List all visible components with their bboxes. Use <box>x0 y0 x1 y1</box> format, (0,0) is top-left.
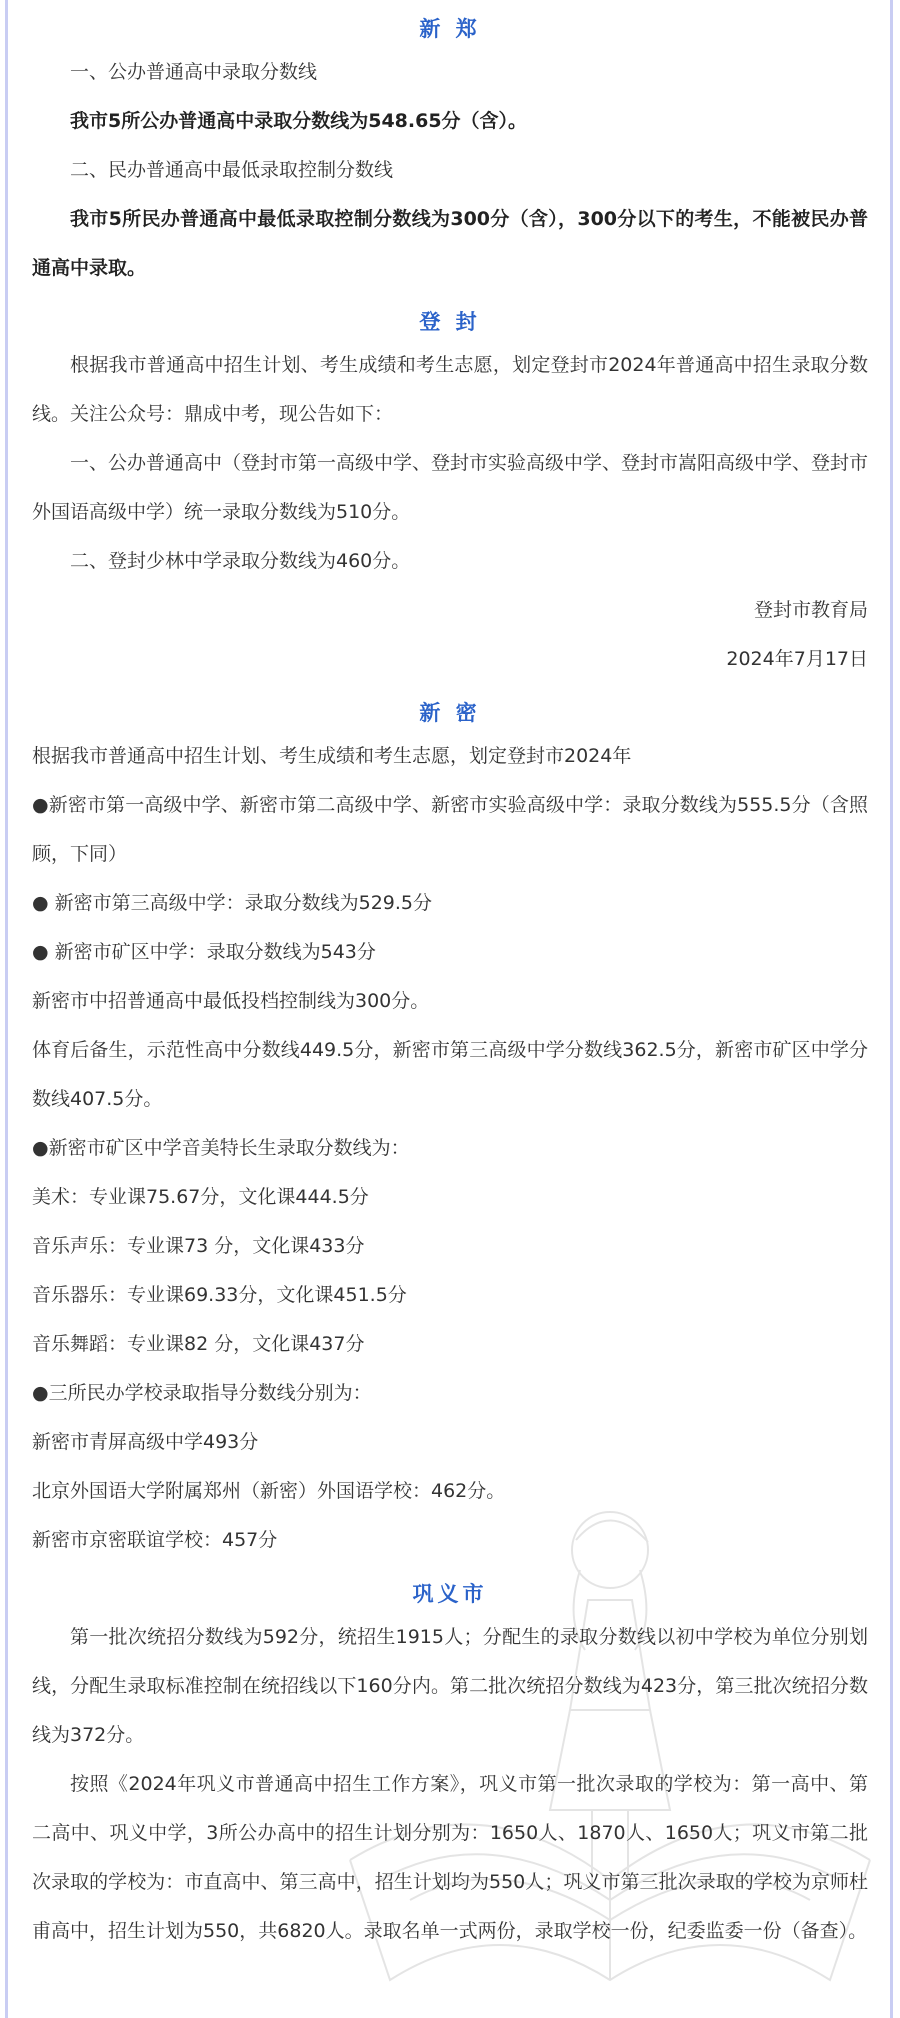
paragraph: 体育后备生，示范性高中分数线449.5分，新密市第三高级中学分数线362.5分，新密市矿区中学分数线407.5分。 <box>32 1039 868 1110</box>
paragraph: 新密市中招普通高中最低投档控制线为300分。 <box>32 990 430 1012</box>
paragraph: 音乐声乐：专业课73 分，文化课433分 <box>32 1235 365 1257</box>
paragraph: 美术：专业课75.67分，文化课444.5分 <box>32 1186 369 1208</box>
paragraph: 新密市京密联谊学校：457分 <box>32 1529 278 1551</box>
paragraph: 二、登封少林中学录取分数线为460分。 <box>70 550 411 572</box>
paragraph: 按照《2024年巩义市普通高中招生工作方案》，巩义市第一批次录取的学校为：第一高中、第二高中、巩义中学，3所公办高中的招生计划分别为：1650人、1870人、1650人；巩义市第二批次录取的学校为：市直高中、第三高中，招生计划均为550人；巩义市第三批次录取的学校为京师杜甫高中，招生计划为550，共6820人。录取名单一式两份，录取学校一份，纪委监委一份（备查）。 <box>32 1773 868 1942</box>
signature: 登封市教育局 <box>753 599 868 621</box>
paragraph: 新密市青屏高级中学493分 <box>32 1431 259 1453</box>
section-title-dengfeng: 登 封 <box>419 310 481 334</box>
date: 2024年7月17日 <box>726 648 868 670</box>
paragraph: 一、公办普通高中（登封市第一高级中学、登封市实验高级中学、登封市嵩阳高级中学、登封市外国语高级中学）统一录取分数线为510分。 <box>32 452 869 523</box>
section-title-gongyi: 巩义市 <box>412 1582 488 1606</box>
paragraph: 根据我市普通高中招生计划、考生成绩和考生志愿，划定登封市2024年 <box>32 745 632 767</box>
list-item: ●新密市矿区中学音美特长生录取分数线为： <box>32 1137 410 1159</box>
paragraph: 第一批次统招分数线为592分，统招生1915人；分配生的录取分数线以初中学校为单位分别划线，分配生录取标准控制在统招线以下160分内。第二批次统招分数线为423分，第三批次统招分数线为372分。 <box>32 1626 868 1746</box>
paragraph: 根据我市普通高中招生计划、考生成绩和考生志愿，划定登封市2024年普通高中招生录取分数线。关注公众号：鼎成中考，现公告如下： <box>32 354 868 425</box>
section-title-xinmi: 新 密 <box>419 701 481 725</box>
paragraph: 音乐舞蹈：专业课82 分，文化课437分 <box>32 1333 365 1355</box>
paragraph-bold: 我市5所公办普通高中录取分数线为548.65分（含）。 <box>70 110 528 132</box>
paragraph: 一、公办普通高中录取分数线 <box>70 61 318 83</box>
list-item: ●新密市第一高级中学、新密市第二高级中学、新密市实验高级中学：录取分数线为555.5分（含照顾，下同） <box>32 794 868 865</box>
paragraph: 北京外国语大学附属郑州（新密）外国语学校：462分。 <box>32 1480 506 1502</box>
list-item: ●三所民办学校录取指导分数线分别为： <box>32 1382 372 1404</box>
list-item: ● 新密市第三高级中学：录取分数线为529.5分 <box>32 892 433 914</box>
paragraph-bold: 我市5所民办普通高中最低录取控制分数线为300分（含），300分以下的考生，不能被民办普通高中录取。 <box>32 208 868 279</box>
paragraph: 音乐器乐：专业课69.33分，文化课451.5分 <box>32 1284 407 1306</box>
paragraph: 二、民办普通高中最低录取控制分数线 <box>70 159 394 181</box>
list-item: ● 新密市矿区中学：录取分数线为543分 <box>32 941 376 963</box>
section-title-xinzheng: 新 郑 <box>419 17 481 41</box>
article-content <box>32 0 868 1956</box>
